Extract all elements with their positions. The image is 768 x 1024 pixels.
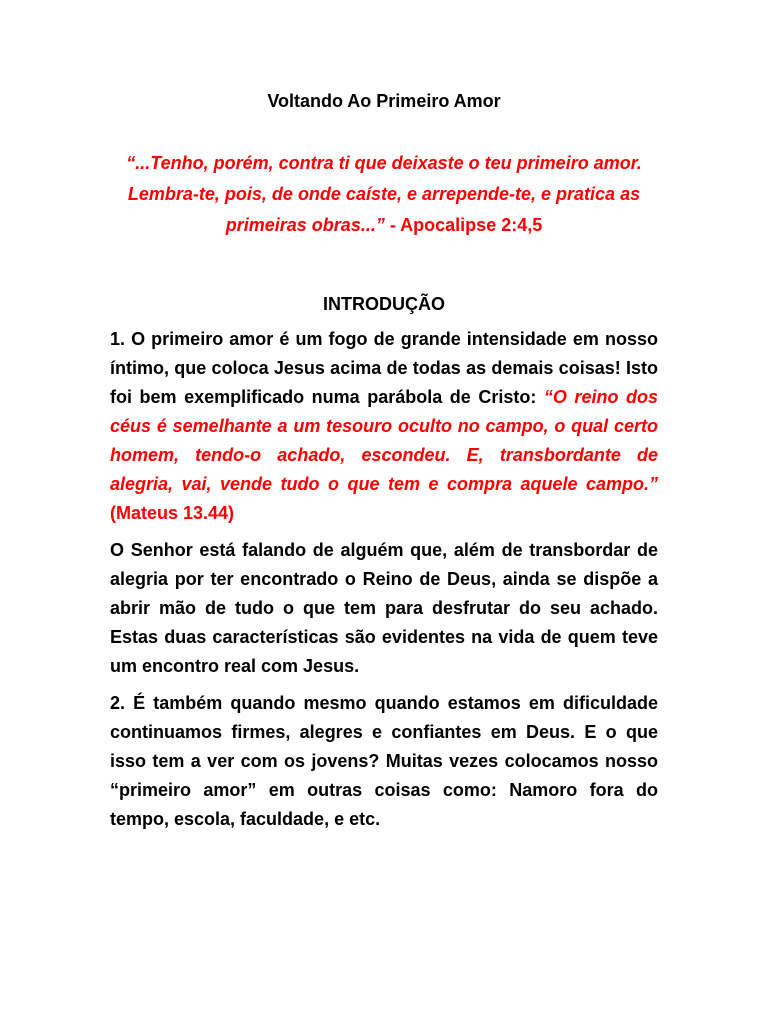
epigraph-quote: [110, 148, 658, 241]
document-title: Voltando Ao Primeiro Amor: [267, 91, 501, 111]
section-heading: INTRODUÇÃO: [323, 294, 445, 314]
paragraph-1: [110, 325, 658, 528]
paragraph-2: O Senhor está falando de alguém que, além de transbordar de alegria por ter encontrado o Reino de Deus, ainda se dispõe a abrir mão de tudo o que tem para desfrutar do seu achado. Estas duas características são evidentes na vida de quem teve um encontro real com Jesus.: [110, 540, 658, 676]
epigraph-reference: - Apocalipse 2:4,5: [384, 215, 543, 235]
paragraph-1-reference: (Mateus 13.44): [110, 503, 235, 523]
paragraph-3: 2. É também quando mesmo quando estamos em dificuldade continuamos firmes, alegres e confiantes em Deus. E o que isso tem a ver com os jovens? Muitas vezes colocamos nosso “primeiro amor” em outras coisas como: Namoro fora do tempo, escola, faculdade, e etc.: [110, 693, 658, 829]
epigraph-text: “...Tenho, porém, contra ti que deixaste o teu primeiro amor. Lembra-te, pois, de onde caíste, e arrepende-te, e pratica as primeiras obras...”: [126, 153, 642, 235]
paragraph-1-text: 1. O primeiro amor é um fogo de grande intensidade em nosso íntimo, que coloca Jesus acima de todas as demais coisas! Isto foi bem exemplificado numa parábola de Cristo:: [110, 329, 658, 407]
paragraph-1-quote: “O reino dos céus é semelhante a um tesouro oculto no campo, o qual certo homem, tendo-o achado, escondeu. E, transbordante de alegria, vai, vende tudo o que tem e compra aquele campo.”: [110, 387, 658, 494]
